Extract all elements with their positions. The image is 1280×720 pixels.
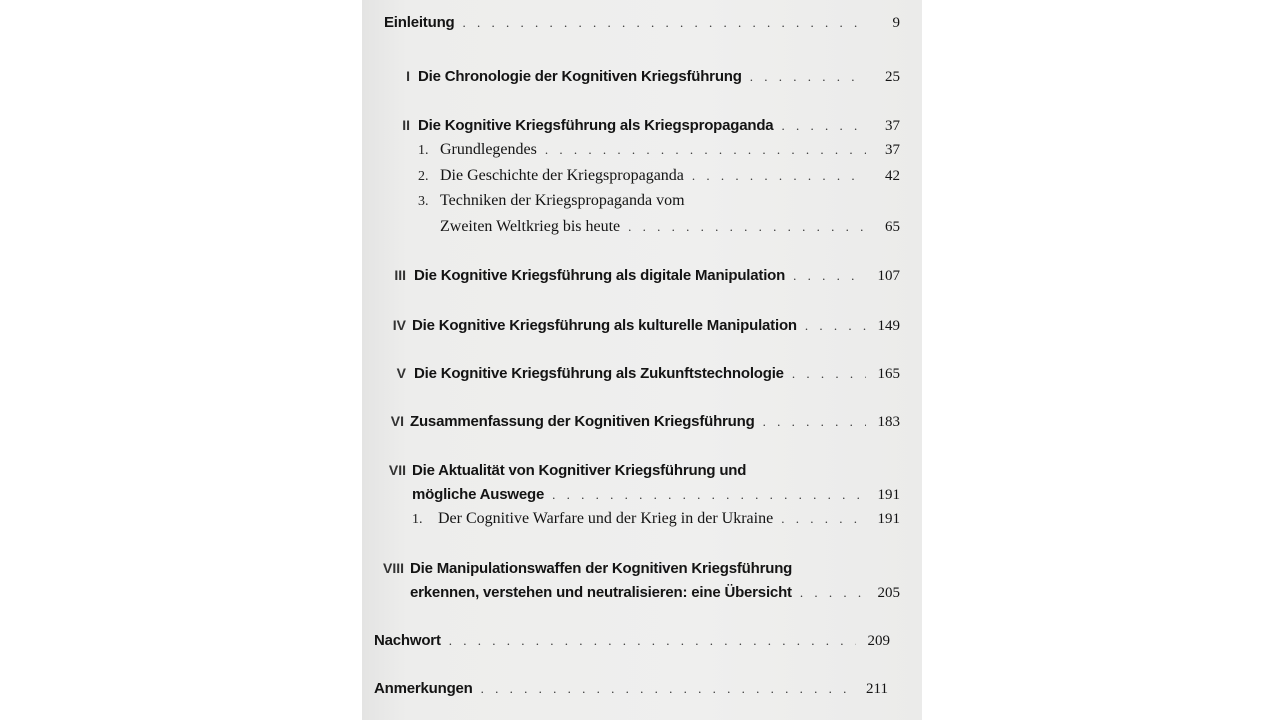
book-page [362, 0, 922, 720]
sub-number: 3. [418, 194, 429, 209]
chapter-number: I [406, 68, 410, 84]
page-number: 211 [866, 681, 888, 697]
leader-dots [545, 142, 866, 158]
toc-entry-chapter-1 [388, 68, 900, 86]
entry-title: Nachwort [374, 632, 441, 649]
entry-title: Anmerkungen [374, 680, 473, 697]
page-number: 25 [885, 69, 900, 85]
leader-dots [692, 168, 866, 184]
page-number: 191 [877, 487, 900, 503]
leader-dots [763, 414, 866, 430]
sub-title: Grundlegendes [440, 141, 537, 158]
leader-dots [800, 585, 866, 601]
page-number: 65 [885, 219, 900, 235]
sub-title: Die Geschichte der Kriegspropaganda [440, 167, 684, 184]
page-number: 107 [877, 268, 900, 284]
toc-entry-nachwort [374, 632, 890, 650]
leader-dots [552, 487, 866, 503]
leader-dots [781, 511, 866, 527]
chapter-number: III [394, 267, 406, 283]
entry-title: Die Manipulationswaffen der Kognitiven Kriegsführung [410, 560, 793, 577]
toc-entry-chapter-8-line2 [410, 584, 900, 602]
chapter-number: VIII [382, 560, 404, 576]
entry-title: Die Kognitive Kriegsführung als Kriegspropaganda [418, 117, 774, 134]
page-number: 42 [885, 168, 900, 184]
sub-title: Der Cognitive Warfare und der Krieg in der Ukraine [438, 510, 774, 527]
toc-entry-anmerkungen [374, 680, 888, 698]
entry-title: Zusammenfassung der Kognitiven Kriegsführung [410, 413, 755, 430]
toc-entry-chapter-7-line2 [412, 486, 900, 504]
toc-entry-chapter-3 [384, 267, 900, 285]
leader-dots [481, 681, 854, 697]
leader-dots [793, 268, 866, 284]
page-number: 37 [885, 118, 900, 134]
entry-title: Einleitung [384, 14, 455, 31]
chapter-number: V [396, 365, 406, 381]
toc-subentry-2-3-line2 [440, 218, 900, 236]
entry-title-continued: erkennen, verstehen und neutralisieren: eine Übersicht [410, 584, 792, 601]
entry-title: Die Kognitive Kriegsführung als kulturelle Manipulation [412, 317, 797, 334]
sub-title: Techniken der Kriegspropaganda vom [440, 192, 685, 209]
leader-dots [628, 219, 866, 235]
entry-title: Die Aktualität von Kognitiver Kriegsführung und [412, 462, 747, 479]
leader-dots [792, 366, 866, 382]
page-number: 183 [877, 414, 900, 430]
page-number: 37 [885, 142, 900, 158]
toc-entry-chapter-8-line1 [376, 560, 900, 577]
toc-entry-chapter-7-line1 [380, 462, 900, 479]
entry-title: Die Kognitive Kriegsführung als digitale Manipulation [414, 267, 786, 284]
toc-subentry-2-1 [418, 141, 900, 159]
page-number: 165 [877, 366, 900, 382]
bleed-through-texture [362, 0, 922, 720]
entry-title-continued: mögliche Auswege [412, 486, 545, 503]
entry-title: Die Chronologie der Kognitiven Kriegsführung [418, 68, 742, 85]
sub-number: 2. [418, 169, 429, 184]
chapter-number: II [402, 117, 410, 133]
leader-dots [449, 633, 856, 649]
entry-title: Die Kognitive Kriegsführung als Zukunftstechnologie [414, 365, 784, 382]
toc-entry-einleitung [384, 14, 900, 32]
sub-title-continued: Zweiten Weltkrieg bis heute [440, 218, 621, 235]
leader-dots [805, 318, 866, 334]
toc-entry-chapter-6 [382, 413, 900, 431]
chapter-number: IV [392, 317, 406, 333]
page-number: 209 [867, 633, 890, 649]
leader-dots [781, 118, 866, 134]
page-number: 9 [892, 15, 900, 31]
chapter-number: VI [390, 413, 404, 429]
toc-entry-chapter-4 [384, 317, 900, 335]
page-number: 191 [877, 511, 900, 527]
chapter-number: VII [388, 462, 406, 478]
sub-number: 1. [412, 512, 423, 527]
page-number: 149 [877, 318, 900, 334]
toc-subentry-7-1 [412, 510, 900, 528]
toc-subentry-2-3-line1 [418, 192, 900, 210]
sub-number: 1. [418, 143, 429, 158]
leader-dots [750, 69, 866, 85]
leader-dots [463, 15, 867, 31]
page-number: 205 [877, 585, 900, 601]
toc-subentry-2-2 [418, 167, 900, 185]
toc-entry-chapter-5 [384, 365, 900, 383]
toc-entry-chapter-2 [388, 117, 900, 135]
